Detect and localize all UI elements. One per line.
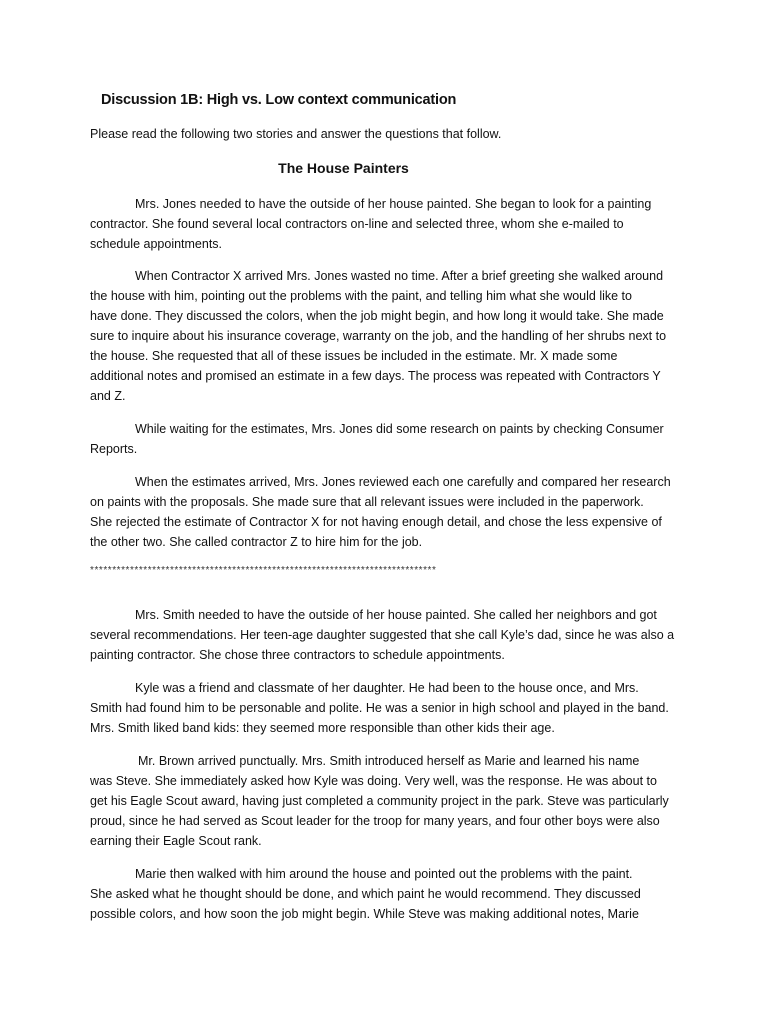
paragraph-line: proud, since he had served as Scout leader for the troop for many years, and four other boys were also <box>90 814 660 828</box>
paragraph-line: the house with him, pointing out the problems with the paint, and telling him what she would like to <box>90 289 632 303</box>
paragraph-line: When the estimates arrived, Mrs. Jones reviewed each one carefully and compared her research <box>135 475 671 489</box>
paragraph-line: Mrs. Jones needed to have the outside of her house painted. She began to look for a painting <box>135 197 652 211</box>
document-heading: Discussion 1B: High vs. Low context communication <box>101 92 457 108</box>
paragraph <box>90 678 682 738</box>
paragraph <box>90 419 682 459</box>
paragraph-line: When Contractor X arrived Mrs. Jones wasted no time. After a brief greeting she walked around <box>135 269 664 283</box>
paragraph <box>90 864 682 924</box>
paragraph-line: several recommendations. Her teen-age daughter suggested that she call Kyle’s dad, since he was also a <box>90 628 675 642</box>
paragraph-line: While waiting for the estimates, Mrs. Jones did some research on paints by checking Consumer <box>135 422 664 436</box>
paragraph-line: Mrs. Smith liked band kids: they seemed more responsible than other kids their age. <box>90 721 555 735</box>
intro-text: Please read the following two stories and answer the questions that follow. <box>90 127 502 141</box>
section-separator: ****************************************************************************** <box>90 565 437 576</box>
paragraph-line: sure to inquire about his insurance coverage, warranty on the job, and the handling of her shrubs next to <box>90 329 667 343</box>
paragraph-line: Smith had found him to be personable and polite. He was a senior in high school and played in the band. <box>90 701 669 715</box>
paragraph-line: She asked what he thought should be done, and which paint he would recommend. They discussed <box>90 887 641 901</box>
paragraph-line: Marie then walked with him around the house and pointed out the problems with the paint. <box>135 867 633 881</box>
paragraph <box>90 751 682 851</box>
paragraph-line: Kyle was a friend and classmate of her daughter. He had been to the house once, and Mrs. <box>135 681 639 695</box>
paragraph <box>90 194 682 254</box>
paragraph-line: the house. She requested that all of these issues be included in the estimate. Mr. X made some <box>90 349 618 363</box>
paragraph <box>90 266 682 406</box>
paragraph-line: Mr. Brown arrived punctually. Mrs. Smith introduced herself as Marie and learned his name <box>138 754 640 768</box>
paragraph-line: and Z. <box>90 389 126 403</box>
paragraph-line: contractor. She found several local contractors on-line and selected three, whom she e-mailed to <box>90 217 624 231</box>
paragraph-line: the other two. She called contractor Z to hire him for the job. <box>90 535 423 549</box>
paragraph-line: painting contractor. She chose three contractors to schedule appointments. <box>90 648 505 662</box>
paragraph-line: additional notes and promised an estimate in a few days. The process was repeated with Contractors Y <box>90 369 661 383</box>
paragraph-line: Reports. <box>90 442 138 456</box>
paragraph-line: earning their Eagle Scout rank. <box>90 834 262 848</box>
paragraph-line: on paints with the proposals. She made sure that all relevant issues were included in the paperwork. <box>90 495 644 509</box>
paragraph-line: was Steve. She immediately asked how Kyle was doing. Very well, was the response. He was about to <box>90 774 657 788</box>
paragraph-line: possible colors, and how soon the job might begin. While Steve was making additional notes, Marie <box>90 907 639 921</box>
paragraph <box>90 605 682 665</box>
paragraph-line: Mrs. Smith needed to have the outside of her house painted. She called her neighbors and got <box>135 608 657 622</box>
paragraph-line: get his Eagle Scout award, having just completed a community project in the park. Steve was particularly <box>90 794 669 808</box>
paragraph <box>90 472 682 552</box>
paragraph-line: She rejected the estimate of Contractor X for not having enough detail, and chose the less expensive of <box>90 515 662 529</box>
paragraph-line: have done. They discussed the colors, when the job might begin, and how long it would take. She made <box>90 309 664 323</box>
story-title: The House Painters <box>278 160 409 176</box>
paragraph-line: schedule appointments. <box>90 237 223 251</box>
